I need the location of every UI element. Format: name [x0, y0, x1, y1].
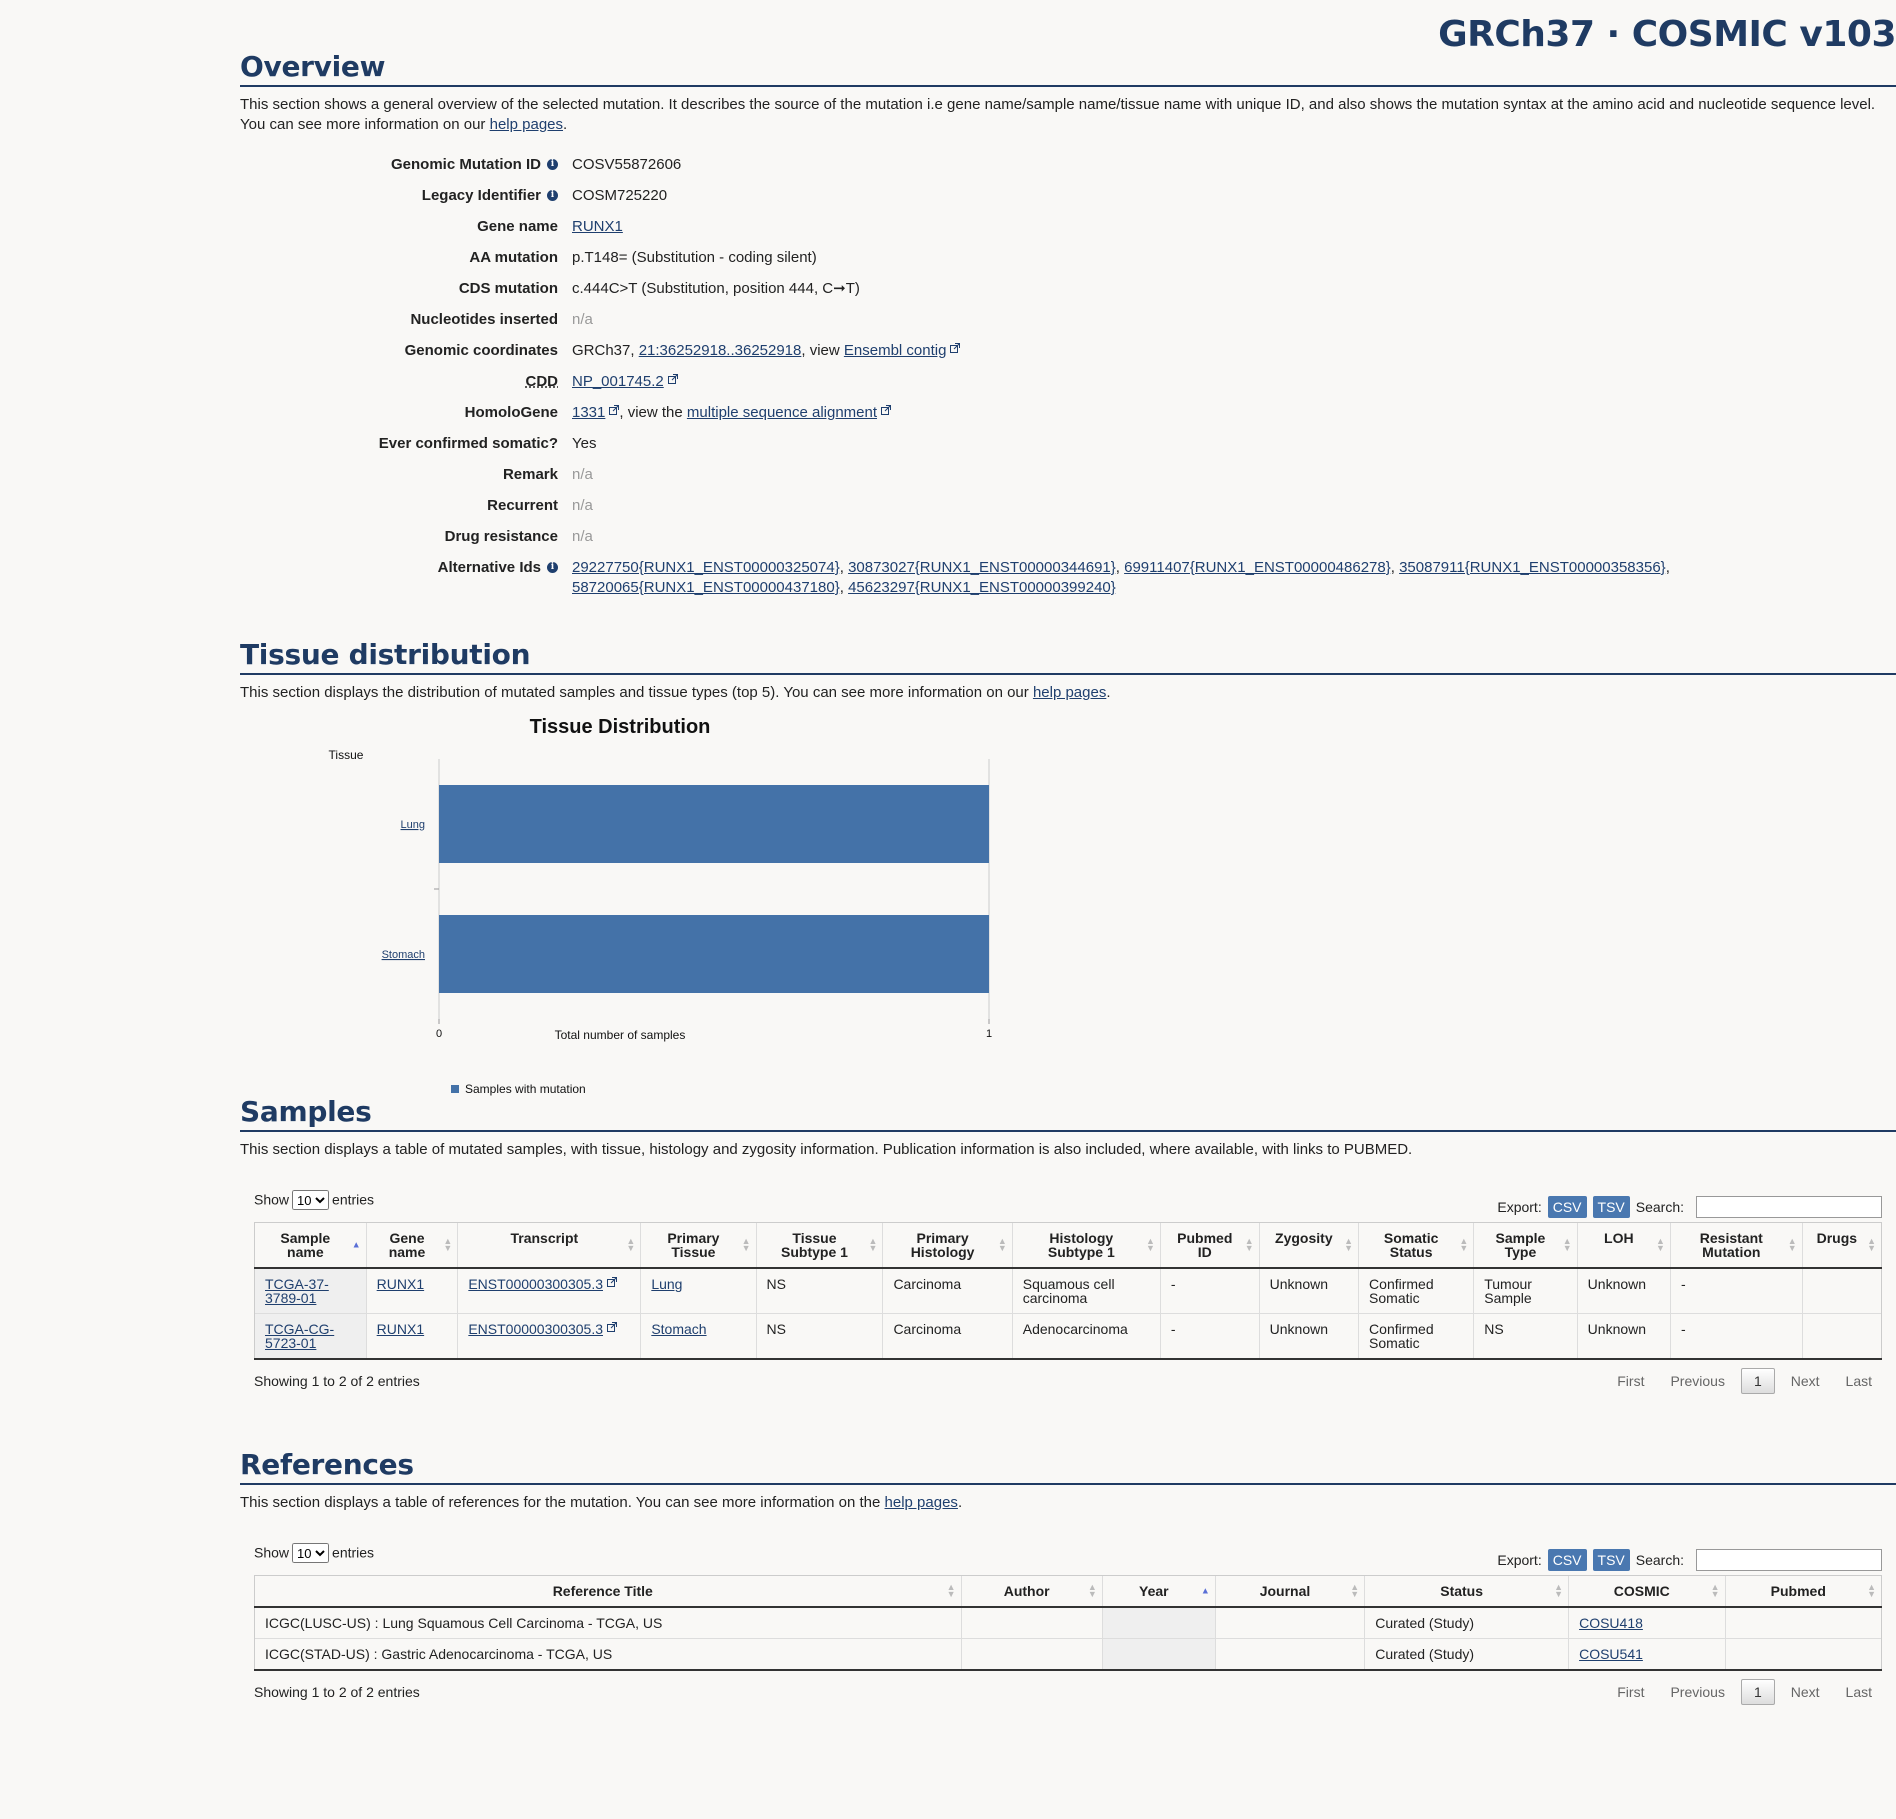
table-cell: Confirmed Somatic: [1359, 1268, 1474, 1314]
pager-last-button[interactable]: Last: [1845, 1373, 1872, 1389]
pager-page-button[interactable]: 1: [1741, 1679, 1775, 1705]
bar-lung[interactable]: [439, 785, 989, 863]
table-cell: Carcinoma: [883, 1268, 1012, 1314]
column-header[interactable]: Status ▲ ▼: [1365, 1576, 1569, 1608]
table-cell: [1802, 1314, 1881, 1360]
gene-link[interactable]: RUNX1: [572, 218, 623, 235]
references-pagination: [1607, 1679, 1882, 1705]
table-row: [255, 1268, 1882, 1314]
recurrent-value: n/a: [572, 497, 593, 514]
samples-export-csv-button[interactable]: CSV: [1548, 1196, 1587, 1218]
legend-swatch: [451, 1085, 459, 1093]
alt-ids-list: 29227750{RUNX1_ENST00000325074}, 30873027{RUNX1_ENST00000344691}, 69911407{RUNX1_ENST00000486278}, 35087911{RUNX1_ENST00000358356}, 58720065{RUNX1_ENST00000437180}, 45623297{RUNX1_ENST00000399240}: [572, 559, 1670, 596]
samples-search-input[interactable]: [1696, 1196, 1882, 1218]
main-content: [240, 50, 1896, 1707]
sort-icon: ▲ ▼: [997, 1236, 1007, 1253]
category-label-stomach[interactable]: Stomach: [381, 949, 425, 961]
homologene-link[interactable]: 1331: [572, 404, 606, 421]
cdd-link[interactable]: NP_001745.2: [572, 373, 664, 390]
sort-icon: ▲ ▼: [741, 1236, 751, 1253]
samples-heading: Samples: [240, 1095, 1896, 1132]
sort-icon: ▲ ▼: [1656, 1236, 1665, 1253]
pager-first-button[interactable]: First: [1617, 1373, 1645, 1389]
table-cell: [1725, 1607, 1881, 1639]
alt-id-link[interactable]: 30873027{RUNX1_ENST00000344691}: [848, 559, 1116, 576]
remark-value: n/a: [572, 466, 593, 483]
cell-link[interactable]: RUNX1: [376, 1276, 425, 1292]
sort-icon: ▲ ▼: [1867, 1236, 1876, 1253]
homologene-label: HomoloGene: [464, 404, 558, 421]
info-icon[interactable]: i: [547, 190, 558, 201]
column-header[interactable]: Sample Type ▲ ▼: [1474, 1223, 1577, 1269]
gene-label: Gene name: [477, 218, 558, 235]
tissue-description: This section displays the distribution of mutated samples and tissue types (top 5). You can see more information on our help pages.: [240, 684, 1111, 701]
table-cell: [641, 1314, 756, 1360]
cell-link[interactable]: ENST00000300305.3: [468, 1276, 603, 1292]
site-title: GRCh37 · COSMIC v103: [1438, 14, 1896, 55]
coord-label: Genomic coordinates: [404, 342, 558, 359]
sort-icon: ▲ ▼: [868, 1236, 878, 1253]
samples-export-tsv-button[interactable]: TSV: [1593, 1196, 1630, 1218]
column-header[interactable]: Pubmed ▲ ▼: [1725, 1576, 1881, 1608]
x-axis-label: Total number of samples: [554, 1028, 686, 1042]
column-header[interactable]: Journal ▲ ▼: [1215, 1576, 1364, 1608]
msa-link[interactable]: multiple sequence alignment: [686, 404, 878, 421]
external-link-icon: [607, 1322, 617, 1332]
samples-table: [254, 1222, 1882, 1360]
table-cell: [1215, 1639, 1364, 1671]
aa-label: AA mutation: [469, 249, 558, 266]
references-page-size-select[interactable]: [292, 1543, 329, 1563]
references-table-area: Show 10 entries Export: CSV TSV Search: Reference Title ▲ ▼ Author ▲ ▼ Year ▲ Journal ▲ ▼ Status ▲ ▼ COSMIC ▲ ▼ Pubmed ▲ ▼ ICGC(LUSC-US) : Lung Squamous Cell Carcinoma - TCGA, US Curated (Study) COSU418 ICGC(STAD-US) : Gastric Adenocarcinoma - TCGA, US Curated (Study) COSU541 Showing 1 to 2 of 2 entries First Previous 1 Next Last: [254, 1531, 1882, 1707]
table-cell: [1569, 1639, 1725, 1671]
x-tick-label: 1: [985, 1028, 993, 1040]
table-cell: ICGC(LUSC-US) : Lung Squamous Cell Carcinoma - TCGA, US: [255, 1607, 962, 1639]
table-cell: [1102, 1607, 1215, 1639]
cell-link[interactable]: TCGA-37-3789-01: [265, 1276, 329, 1306]
sort-icon: ▲ ▼: [1459, 1236, 1469, 1253]
sort-icon: ▲ ▼: [1710, 1582, 1720, 1599]
drug-resistance-value: n/a: [572, 528, 593, 545]
external-link-icon: [881, 405, 891, 415]
table-cell: -: [1160, 1314, 1259, 1360]
recurrent-label: Recurrent: [487, 497, 558, 514]
confirmed-label: Ever confirmed somatic?: [378, 435, 558, 452]
table-row: [255, 1314, 1882, 1360]
overview-heading: Overview: [240, 50, 1896, 87]
table-cell: Unknown: [1577, 1314, 1670, 1360]
sort-icon: ▲ ▼: [1562, 1236, 1572, 1253]
help-pages-link[interactable]: help pages: [884, 1494, 958, 1511]
cds-label: CDS mutation: [458, 280, 558, 297]
table-row: [255, 1639, 1882, 1671]
x-tick-label: 0: [435, 1028, 443, 1040]
cell-link[interactable]: RUNX1: [376, 1321, 425, 1337]
legacy-value: COSM725220: [572, 187, 668, 204]
table-cell: Unknown: [1259, 1268, 1358, 1314]
samples-page-size-select[interactable]: [292, 1190, 329, 1210]
table-cell: [255, 1314, 367, 1360]
sort-icon: ▲: [351, 1239, 361, 1250]
table-cell: [255, 1268, 367, 1314]
table-cell: NS: [756, 1314, 883, 1360]
table-cell: Adenocarcinoma: [1012, 1314, 1160, 1360]
references-heading: References: [240, 1448, 1896, 1485]
column-header[interactable]: Tissue Subtype 1 ▲ ▼: [756, 1223, 883, 1269]
alt-id-link[interactable]: 58720065{RUNX1_ENST00000437180}: [572, 579, 840, 596]
pager-next-button[interactable]: Next: [1790, 1373, 1820, 1389]
table-cell: ICGC(STAD-US) : Gastric Adenocarcinoma - TCGA, US: [255, 1639, 962, 1671]
sort-icon: ▲ ▼: [1145, 1236, 1155, 1253]
alt-id-link[interactable]: 45623297{RUNX1_ENST00000399240}: [848, 579, 1116, 596]
sort-icon: ▲ ▼: [1867, 1582, 1876, 1599]
references-export-tsv-button[interactable]: TSV: [1593, 1549, 1630, 1571]
info-icon[interactable]: i: [547, 562, 558, 573]
alt-id-link[interactable]: 69911407{RUNX1_ENST00000486278}: [1124, 559, 1391, 576]
chart-title: Tissue Distribution: [529, 716, 711, 738]
tissue-chart: [240, 709, 1020, 1179]
legacy-label: Legacy Identifier: [421, 187, 541, 204]
references-info: Showing 1 to 2 of 2 entries: [254, 1684, 420, 1700]
samples-table-area: Show 10 entries Export: CSV TSV Search: Sample name ▲ Gene name ▲ ▼ Transcript ▲ ▼ Primary Tissue ▲ ▼ Tissue Subtype 1 ▲ ▼ Primary Histology ▲ ▼ Histology Subtype 1 ▲ ▼ Pubmed ID ▲ ▼ Zygosity ▲ ▼ Somatic Status ▲ ▼ Sample Type ▲ ▼ LOH ▲ ▼ Resistant Mutation ▲ ▼ Drugs ▲ ▼ TCGA-37-3789-01 RUNX1 ENST00000300305.3 Lung NS Carcinoma Squamous cell carcinoma - Unknown Confirmed Somatic Tumour Sample Unknown - TCGA-CG-5723-01 RUNX1 ENST00000300305.3 Stomach NS Carcinoma Adenocarcinoma - Unknown Confirmed Somatic NS Unknown - Showing 1 to 2 of 2 entries First Previous 1 Next Last: [254, 1178, 1882, 1396]
column-header[interactable]: Zygosity ▲ ▼: [1259, 1223, 1358, 1269]
column-header[interactable]: Year ▲: [1102, 1576, 1215, 1608]
alt-ids-label: Alternative Ids: [437, 559, 541, 576]
column-header[interactable]: Somatic Status ▲ ▼: [1359, 1223, 1474, 1269]
table-cell: [1802, 1268, 1881, 1314]
cell-link[interactable]: COSU541: [1579, 1646, 1643, 1662]
column-header[interactable]: Sample name ▲: [255, 1223, 367, 1269]
help-pages-link[interactable]: help pages: [489, 116, 564, 133]
sort-icon: ▲ ▼: [443, 1236, 453, 1253]
column-header[interactable]: LOH ▲ ▼: [1577, 1223, 1670, 1269]
remark-label: Remark: [502, 466, 558, 483]
category-label-lung[interactable]: Lung: [400, 819, 425, 831]
drug-resistance-label: Drug resistance: [444, 528, 558, 545]
external-link-icon: [950, 343, 960, 353]
gmid-label: Genomic Mutation ID: [391, 156, 541, 173]
nuc-value: n/a: [572, 311, 593, 328]
cell-link[interactable]: Stomach: [651, 1321, 707, 1337]
table-cell: [1569, 1607, 1725, 1639]
alt-id-link[interactable]: 35087911{RUNX1_ENST00000358356}: [1399, 559, 1666, 576]
table-cell: -: [1670, 1314, 1802, 1360]
cell-link[interactable]: ENST00000300305.3: [468, 1321, 603, 1337]
cell-link[interactable]: TCGA-CG-5723-01: [265, 1321, 335, 1351]
tissue-chart-svg: [240, 709, 1020, 1179]
aa-value: p.T148= (Substitution - coding silent): [572, 249, 817, 266]
sort-icon: ▲ ▼: [1087, 1582, 1097, 1599]
column-header[interactable]: Pubmed ID ▲ ▼: [1160, 1223, 1259, 1269]
sort-icon: ▲: [1200, 1585, 1210, 1596]
gmid-value: COSV55872606: [572, 156, 682, 173]
overview-table: Genomic Mutation ID i COSV55872606 Legacy Identifier i COSM725220 Gene name RUNX1 AA mutation p.T148= (Substitution - coding silent) CDS mutation c.444C>T (Substitution, position 444, C➞T) Nucleotides inserted n/a Genomic coordinates GRCh37, 21:36252918..36252918, view Ensembl contig CDD NP_001745.2 HomoloGene 1331 , view the multiple sequence alignment Ever confirmed somatic? Yes Remark n/a Recurrent n/a Drug resistance n/a Alternative Ids i 29227750{RUNX1_ENST00000325074}, 30873027{RUNX1_ENST00000344691}, 69911407{RUNX1_ENST00000486278}, 35087911{RUNX1_ENST00000358356}, 58720065{RUNX1_ENST00000437180}, 45623297{RUNX1_ENST00000399240}: [240, 155, 1896, 598]
table-cell: NS: [1474, 1314, 1577, 1360]
sort-icon: ▲ ▼: [1350, 1582, 1360, 1599]
sort-icon: ▲ ▼: [1244, 1236, 1254, 1253]
references-table: [254, 1575, 1882, 1671]
cds-value: c.444C>T (Substitution, position 444, C➞T): [572, 280, 860, 297]
cell-link[interactable]: COSU418: [1579, 1615, 1643, 1631]
table-cell: Tumour Sample: [1474, 1268, 1577, 1314]
table-cell: Carcinoma: [883, 1314, 1012, 1360]
references-description: This section displays a table of references for the mutation. You can see more information on the help pages.: [240, 1494, 963, 1511]
samples-info: Showing 1 to 2 of 2 entries: [254, 1373, 420, 1389]
column-header[interactable]: Author ▲ ▼: [961, 1576, 1102, 1608]
table-cell: -: [1160, 1268, 1259, 1314]
info-icon[interactable]: i: [547, 159, 558, 170]
table-cell: [641, 1268, 756, 1314]
table-cell: Confirmed Somatic: [1359, 1314, 1474, 1360]
y-axis-label: Tissue: [328, 748, 364, 762]
cell-link[interactable]: Lung: [651, 1276, 683, 1292]
external-link-icon: [609, 405, 619, 415]
table-cell: [458, 1268, 641, 1314]
external-link-icon: [607, 1277, 617, 1287]
column-header[interactable]: Primary Histology ▲ ▼: [883, 1223, 1012, 1269]
bar-stomach[interactable]: [439, 915, 989, 993]
column-header[interactable]: Primary Tissue ▲ ▼: [641, 1223, 756, 1269]
table-cell: [366, 1268, 458, 1314]
column-header[interactable]: COSMIC ▲ ▼: [1569, 1576, 1725, 1608]
table-cell: [1102, 1639, 1215, 1671]
table-cell: -: [1670, 1268, 1802, 1314]
table-cell: [1725, 1639, 1881, 1671]
table-cell: Squamous cell carcinoma: [1012, 1268, 1160, 1314]
alt-id-link[interactable]: 29227750{RUNX1_ENST00000325074}: [572, 559, 840, 576]
sort-icon: ▲ ▼: [1787, 1236, 1797, 1253]
sort-icon: ▲ ▼: [1344, 1236, 1354, 1253]
pager-first-button[interactable]: First: [1617, 1684, 1645, 1700]
table-cell: Unknown: [1577, 1268, 1670, 1314]
overview-description: This section shows a general overview of the selected mutation. It describes the source of the mutation i.e gene name/sample name/tissue name with unique ID, and also shows the mutation syntax at the amino acid and nucleotide sequence level. You can see more information on our help pages.: [240, 96, 1876, 133]
table-cell: [961, 1639, 1102, 1671]
table-cell: NS: [756, 1268, 883, 1314]
pager-page-button[interactable]: 1: [1741, 1368, 1775, 1394]
sort-icon: ▲ ▼: [626, 1236, 636, 1253]
external-link-icon: [668, 374, 678, 384]
column-header[interactable]: Histology Subtype 1 ▲ ▼: [1012, 1223, 1160, 1269]
references-search-input[interactable]: [1696, 1549, 1882, 1571]
table-cell: Unknown: [1259, 1314, 1358, 1360]
column-header[interactable]: Resistant Mutation ▲ ▼: [1670, 1223, 1802, 1269]
pager-previous-button[interactable]: Previous: [1670, 1684, 1725, 1700]
tissue-heading: Tissue distribution: [240, 638, 1896, 675]
sort-icon: ▲ ▼: [1554, 1582, 1564, 1599]
help-pages-link[interactable]: help pages: [1032, 684, 1107, 701]
column-header[interactable]: Reference Title ▲ ▼: [255, 1576, 962, 1608]
confirmed-value: Yes: [572, 435, 597, 452]
sort-icon: ▲ ▼: [946, 1582, 956, 1599]
column-header[interactable]: Transcript ▲ ▼: [458, 1223, 641, 1269]
samples-pagination: [1607, 1368, 1882, 1394]
coordinates-link[interactable]: 21:36252918..36252918: [638, 342, 802, 359]
table-cell: [961, 1607, 1102, 1639]
column-header[interactable]: Gene name ▲ ▼: [366, 1223, 458, 1269]
pager-previous-button[interactable]: Previous: [1670, 1373, 1725, 1389]
column-header[interactable]: Drugs ▲ ▼: [1802, 1223, 1881, 1269]
table-cell: [366, 1314, 458, 1360]
table-cell: [1215, 1607, 1364, 1639]
table-cell: [458, 1314, 641, 1360]
table-cell: Curated (Study): [1365, 1607, 1569, 1639]
table-cell: Curated (Study): [1365, 1639, 1569, 1671]
references-export-csv-button[interactable]: CSV: [1548, 1549, 1587, 1571]
pager-next-button[interactable]: Next: [1790, 1684, 1820, 1700]
table-row: [255, 1607, 1882, 1639]
nuc-label: Nucleotides inserted: [410, 311, 558, 328]
legend-label: Samples with mutation: [465, 1082, 586, 1096]
cdd-label: CDD: [525, 373, 558, 390]
samples-description: This section displays a table of mutated samples, with tissue, histology and zygosity information. Publication information is also included, where available, with links to PUBMED.: [240, 1141, 1413, 1158]
pager-last-button[interactable]: Last: [1845, 1684, 1872, 1700]
ensembl-contig-link[interactable]: Ensembl contig: [843, 342, 947, 359]
